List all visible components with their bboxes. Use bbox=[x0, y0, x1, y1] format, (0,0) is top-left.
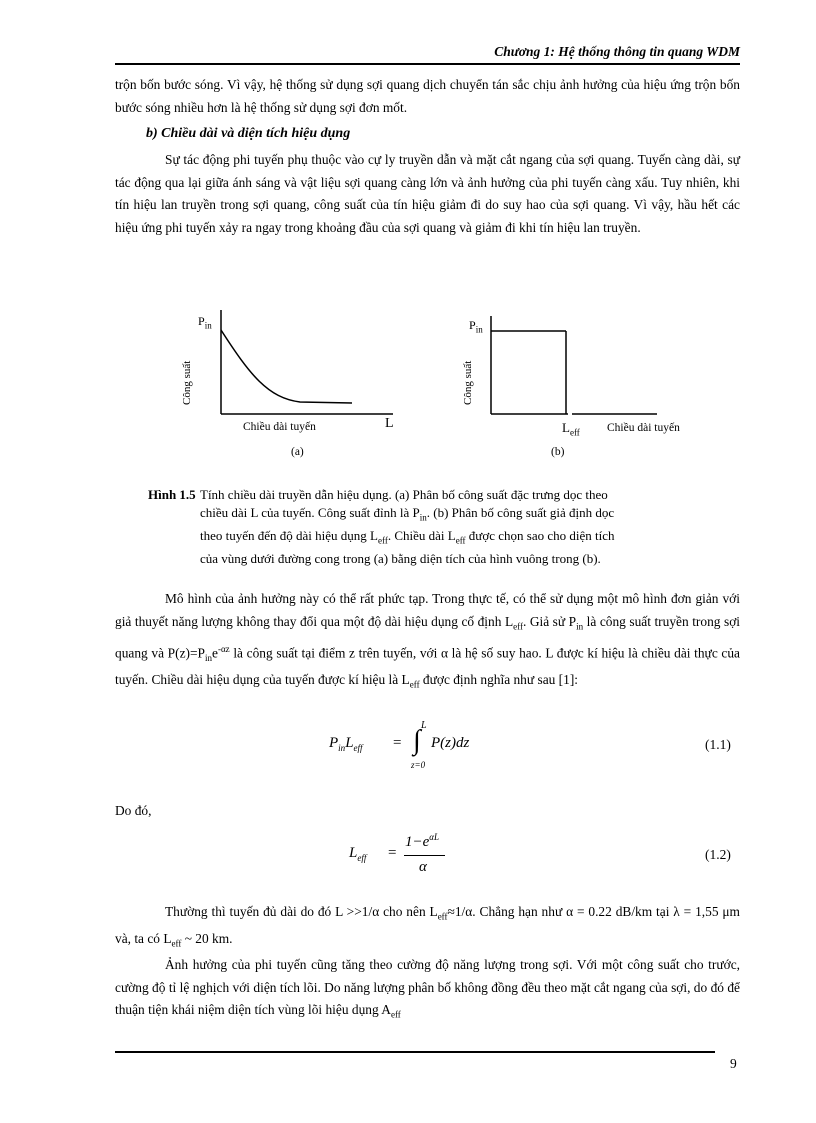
paragraph-5: Ảnh hưởng của phi tuyến cũng tăng theo cường độ năng lượng trong sợi. Với một công suất cho trước, cường độ tỉ lệ nghịch với diện tích lõi. Do năng lượng phân bố không đồng đều theo mặt cắt ngang của sợi, do đó để thuận tiện khái niệm diện tích vùng lõi hiệu dụng $A_{eff}$ bbox=[115, 957, 740, 1020]
do-do: Do đó, bbox=[115, 803, 152, 818]
figure-b-leff-label: $L_{eff}$ bbox=[562, 420, 580, 438]
paragraph-2: Sự tác động phi tuyến phụ thuộc vào cự ly truyền dẫn và mặt cắt ngang của sợi quang. Tuyến càng dài, sự tác động qua lại giữa ánh sáng và vật liệu sợi quang càng lớn và ảnh hưởng của phi tuyến càng xấu. Tuy nhiên, khi tín hiệu lan truyền trong sợi quang, công suất của tín hiệu giảm đi do suy hao của sợi quang. Vì vậy, hầu hết các hiệu ứng phi tuyến xảy ra ngay trong khoảng đầu của sợi quang và giảm đi khi tín hiệu lan truyền. bbox=[115, 152, 740, 235]
chapter-header: Chương 1: Hệ thống thông tin quang WDM bbox=[494, 44, 740, 59]
equation-2-equals: = bbox=[388, 845, 397, 861]
equation-2-denominator: α bbox=[419, 859, 427, 875]
equation-1-equals: = bbox=[393, 735, 402, 751]
caption-title: Hình 1.5 bbox=[148, 487, 196, 502]
subheading: b) Chiều dài và diện tích hiệu dụng bbox=[146, 126, 351, 141]
figure-a-y-label: Công suất bbox=[181, 360, 193, 405]
figure-a-l-label: L bbox=[385, 416, 394, 431]
equation-2-number: (1.2) bbox=[705, 847, 731, 862]
equation-1-integrand: P(z)dz bbox=[431, 735, 470, 751]
figure-a-tag: (a) bbox=[291, 446, 304, 458]
figure-b-y-label: Công suất bbox=[462, 360, 474, 405]
caption-body: Tính chiều dài truyền dẫn hiệu dụng. (a) Phân bố công suất đặc trưng dọc theo chiều dài L của tuyến. Công suất đỉnh là $P_{in}$. (b) Phân bố công suất giả định dọc theo tuyến đến độ dài hiệu dụng $L_{eff}$. Chiều dài $L_{eff}$ được chọn sao cho diện tích của vùng dưới đường cong trong (a) bằng diện tích của hình vuông trong (b). bbox=[200, 487, 615, 566]
paragraph-1: trộn bốn bước sóng. Vì vậy, hệ thống sử dụng sợi quang dịch chuyển tán sắc chịu ảnh hưởng của hiệu ứng trộn bốn bước sóng nhiều hơn là hệ thống sử dụng sợi đơn mốt. bbox=[115, 77, 740, 115]
equation-1-upper: L bbox=[421, 720, 427, 731]
figure-b-plot bbox=[0, 0, 816, 470]
integral-sign: ∫ bbox=[413, 725, 421, 756]
paragraph-4: Thường thì tuyến đủ dài do đó L >>1/α cho nên $L_{eff}\approx 1/\alpha$. Chẳng hạn như α = 0.22 dB/km tại λ = 1,55 μm và, ta có $L_{eff}$ ~ 20 km. bbox=[115, 904, 740, 949]
footer-rule bbox=[115, 1051, 715, 1053]
figure-a-x-label: Chiều dài tuyến bbox=[243, 421, 316, 433]
paragraph-3: Mô hình của ảnh hưởng này có thể rất phức tạp. Trong thực tế, có thể sử dụng một mô hình đơn giản với giả thuyết năng lượng không thay đổi qua một độ dài hiệu dụng cố định $L_{eff}$. Giả sử $P_{in}$ là công suất truyền trong sợi quang và $P(z)=P_{in}e^{-\alpha z}$ là công suất tại điểm z trên tuyến, với α là hệ số suy hao. L được kí hiệu là chiều dài thực của tuyến. Chiều dài hiệu dụng của tuyến được kí hiệu là $L_{eff}$ được định nghĩa như sau [1]: bbox=[115, 591, 740, 690]
figure-b-tag: (b) bbox=[551, 446, 565, 458]
equation-1-number: (1.1) bbox=[705, 737, 731, 752]
figure-caption bbox=[148, 486, 728, 567]
page-number: 9 bbox=[730, 1056, 737, 1071]
figure-a-pin-label: $P_{in}$ bbox=[198, 314, 212, 331]
equation-2-lhs: $L_{eff}$ bbox=[349, 845, 367, 863]
fraction-bar bbox=[404, 855, 445, 856]
equation-1-lower: z=0 bbox=[411, 760, 426, 770]
figure-b-pin-label: $P_{in}$ bbox=[469, 318, 483, 335]
equation-2-numerator: $1-e^{\alpha L}$ bbox=[405, 832, 440, 850]
figure-b-x-label: Chiều dài tuyến bbox=[607, 422, 680, 434]
equation-1-lhs: $P_{in}L_{eff}$ bbox=[329, 735, 363, 753]
